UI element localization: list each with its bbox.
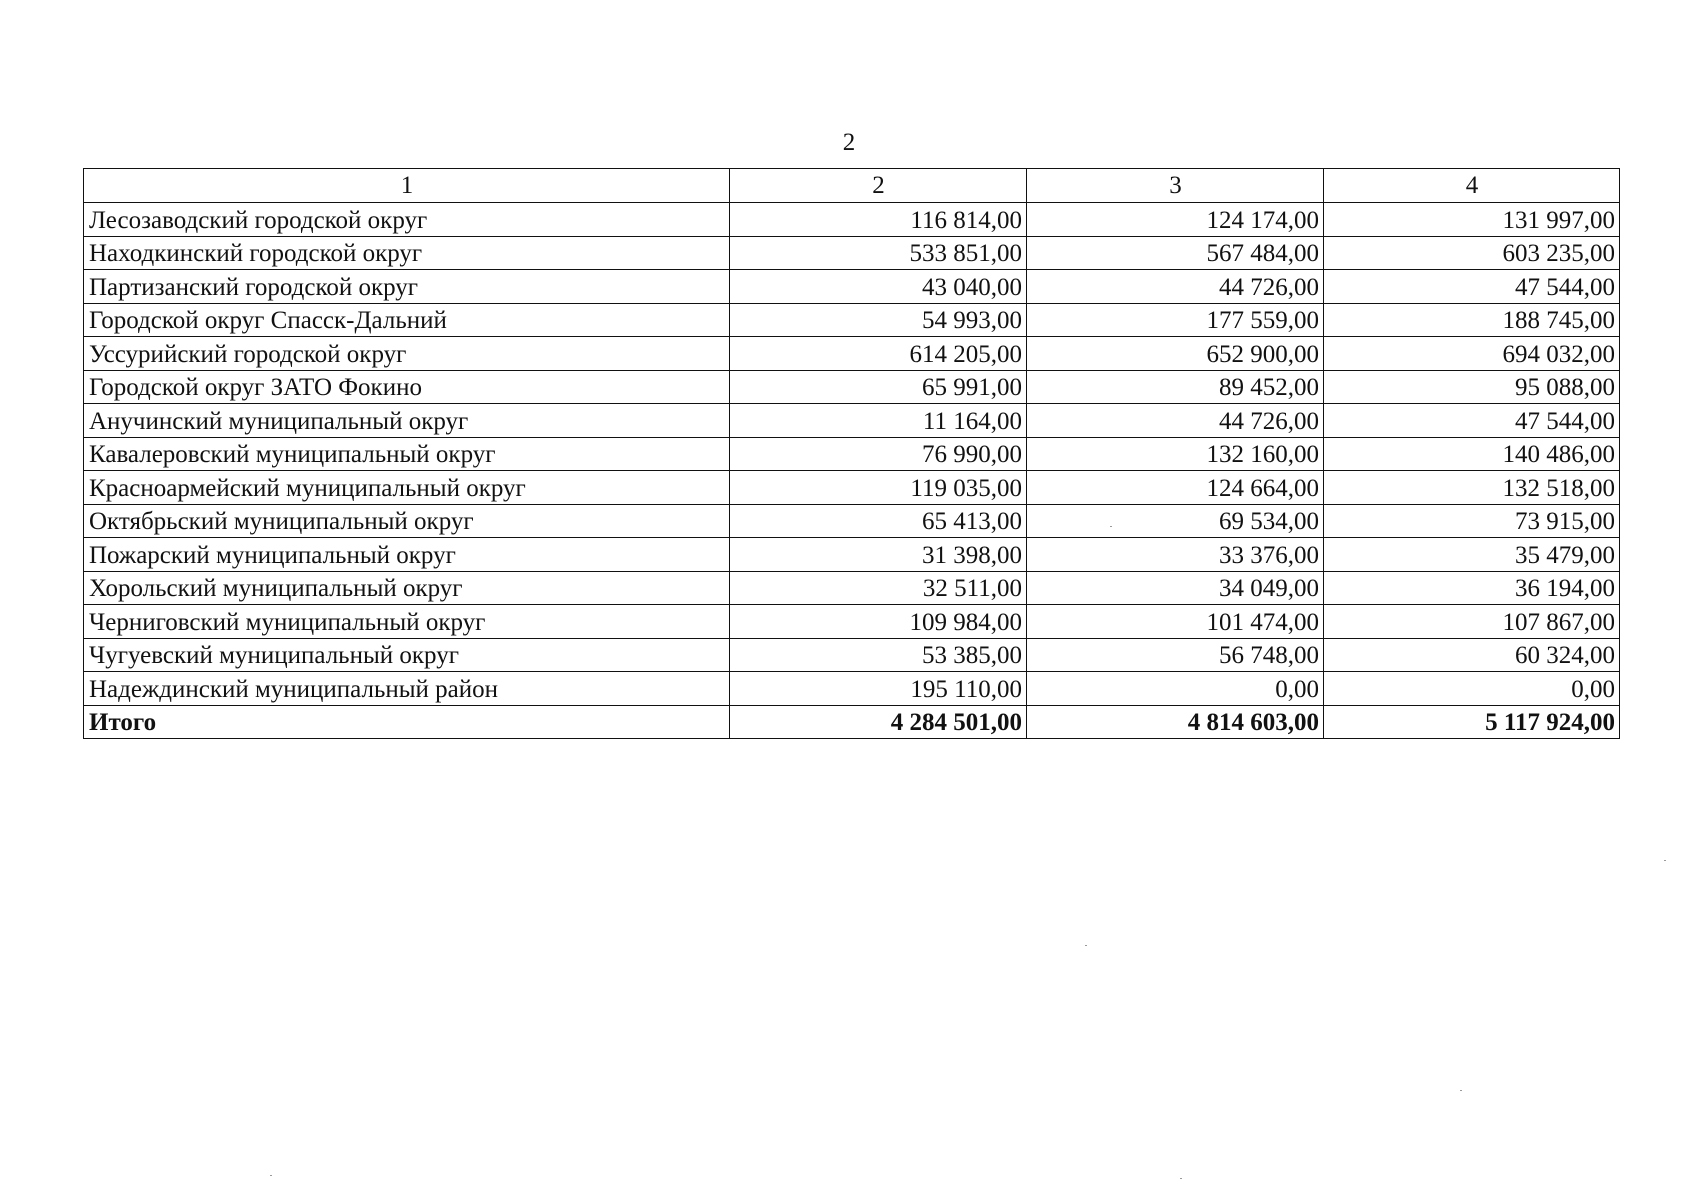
total-value-col3: 4 814 603,00 xyxy=(1027,705,1324,739)
value-col3: 0,00 xyxy=(1027,672,1324,706)
total-value-col4: 5 117 924,00 xyxy=(1324,705,1620,739)
municipality-name: Чугуевский муниципальный округ xyxy=(84,638,730,672)
scan-speck xyxy=(1085,945,1087,946)
value-col4: 132 518,00 xyxy=(1324,471,1620,505)
value-col2: 32 511,00 xyxy=(730,571,1027,605)
value-col4: 60 324,00 xyxy=(1324,638,1620,672)
value-col4: 131 997,00 xyxy=(1324,203,1620,237)
value-col4: 140 486,00 xyxy=(1324,437,1620,471)
value-col2: 533 851,00 xyxy=(730,236,1027,270)
scan-speck xyxy=(1460,1090,1462,1091)
table-row xyxy=(84,337,1620,371)
value-col4: 35 479,00 xyxy=(1324,538,1620,572)
municipality-name: Находкинский городской округ xyxy=(84,236,730,270)
municipality-name: Пожарский муниципальный округ xyxy=(84,538,730,572)
table-row xyxy=(84,605,1620,639)
column-header-2: 2 xyxy=(730,169,1027,203)
value-col3: 56 748,00 xyxy=(1027,638,1324,672)
value-col2: 109 984,00 xyxy=(730,605,1027,639)
municipality-name: Хорольский муниципальный округ xyxy=(84,571,730,605)
municipality-name: Надеждинский муниципальный район xyxy=(84,672,730,706)
municipality-name: Городской округ Спасск-Дальний xyxy=(84,303,730,337)
page-number: 2 xyxy=(842,129,856,156)
table-row xyxy=(84,370,1620,404)
municipality-name: Лесозаводский городской округ xyxy=(84,203,730,237)
value-col2: 119 035,00 xyxy=(730,471,1027,505)
municipality-name: Красноармейский муниципальный округ xyxy=(84,471,730,505)
value-col3: 101 474,00 xyxy=(1027,605,1324,639)
value-col4: 694 032,00 xyxy=(1324,337,1620,371)
column-header-4: 4 xyxy=(1324,169,1620,203)
total-value-col2: 4 284 501,00 xyxy=(730,705,1027,739)
value-col3: 89 452,00 xyxy=(1027,370,1324,404)
value-col2: 116 814,00 xyxy=(730,203,1027,237)
scan-speck xyxy=(1664,860,1666,861)
total-label: Итого xyxy=(84,705,730,739)
table-row xyxy=(84,638,1620,672)
value-col3: 124 174,00 xyxy=(1027,203,1324,237)
municipality-name: Городской округ ЗАТО Фокино xyxy=(84,370,730,404)
municipality-name: Уссурийский городской округ xyxy=(84,337,730,371)
value-col2: 31 398,00 xyxy=(730,538,1027,572)
value-col3: 132 160,00 xyxy=(1027,437,1324,471)
total-row xyxy=(84,705,1620,739)
table-row xyxy=(84,270,1620,304)
budget-table xyxy=(83,168,1620,739)
table-row xyxy=(84,236,1620,270)
table-row xyxy=(84,203,1620,237)
municipality-name: Партизанский городской округ xyxy=(84,270,730,304)
value-col4: 107 867,00 xyxy=(1324,605,1620,639)
value-col3: 34 049,00 xyxy=(1027,571,1324,605)
value-col2: 195 110,00 xyxy=(730,672,1027,706)
value-col2: 76 990,00 xyxy=(730,437,1027,471)
table-row xyxy=(84,404,1620,438)
column-header-3: 3 xyxy=(1027,169,1324,203)
value-col4: 188 745,00 xyxy=(1324,303,1620,337)
value-col4: 73 915,00 xyxy=(1324,504,1620,538)
value-col4: 47 544,00 xyxy=(1324,404,1620,438)
table-row xyxy=(84,504,1620,538)
value-col3: 69 534,00 xyxy=(1027,504,1324,538)
scan-speck xyxy=(1110,526,1112,527)
table-row xyxy=(84,571,1620,605)
value-col4: 95 088,00 xyxy=(1324,370,1620,404)
municipality-name: Черниговский муниципальный округ xyxy=(84,605,730,639)
table-row xyxy=(84,672,1620,706)
scan-speck xyxy=(270,1175,272,1176)
value-col2: 614 205,00 xyxy=(730,337,1027,371)
value-col2: 54 993,00 xyxy=(730,303,1027,337)
value-col2: 65 991,00 xyxy=(730,370,1027,404)
municipality-name: Кавалеровский муниципальный округ xyxy=(84,437,730,471)
value-col3: 652 900,00 xyxy=(1027,337,1324,371)
table-row xyxy=(84,303,1620,337)
value-col3: 44 726,00 xyxy=(1027,270,1324,304)
value-col3: 124 664,00 xyxy=(1027,471,1324,505)
municipality-name: Октябрьский муниципальный округ xyxy=(84,504,730,538)
value-col3: 33 376,00 xyxy=(1027,538,1324,572)
value-col2: 65 413,00 xyxy=(730,504,1027,538)
value-col3: 567 484,00 xyxy=(1027,236,1324,270)
table-row xyxy=(84,437,1620,471)
column-header-1: 1 xyxy=(84,169,730,203)
table-row xyxy=(84,538,1620,572)
value-col3: 44 726,00 xyxy=(1027,404,1324,438)
value-col2: 11 164,00 xyxy=(730,404,1027,438)
table-row xyxy=(84,471,1620,505)
value-col4: 603 235,00 xyxy=(1324,236,1620,270)
table-header-row xyxy=(84,169,1620,203)
table-body xyxy=(84,203,1620,739)
value-col4: 36 194,00 xyxy=(1324,571,1620,605)
scan-speck xyxy=(1180,1178,1182,1179)
value-col2: 53 385,00 xyxy=(730,638,1027,672)
value-col3: 177 559,00 xyxy=(1027,303,1324,337)
value-col4: 0,00 xyxy=(1324,672,1620,706)
value-col4: 47 544,00 xyxy=(1324,270,1620,304)
value-col2: 43 040,00 xyxy=(730,270,1027,304)
municipality-name: Анучинский муниципальный округ xyxy=(84,404,730,438)
